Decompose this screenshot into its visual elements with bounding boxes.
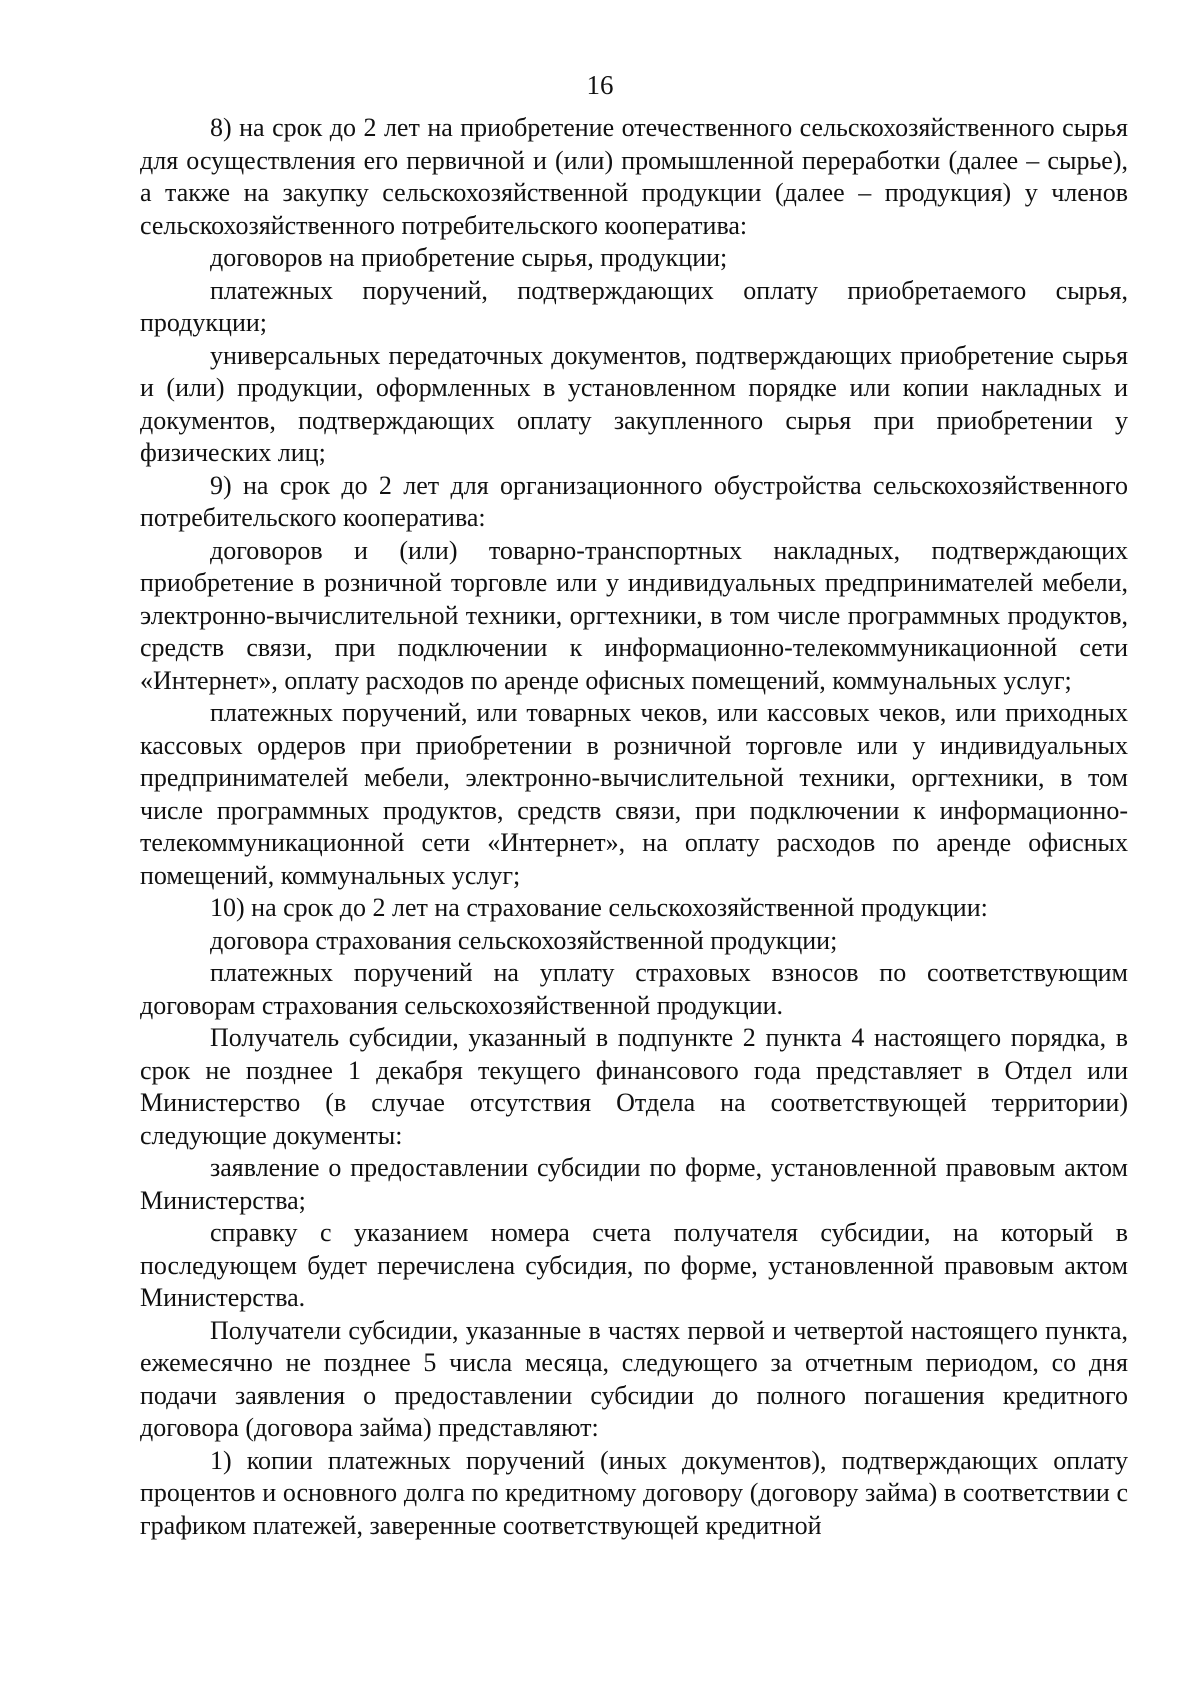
paragraph: платежных поручений, подтверждающих оплату приобретаемого сырья, продукции;	[140, 275, 1128, 337]
paragraph: 8) на срок до 2 лет на приобретение отечественного сельскохозяйственного сырья для осуществления его первичной и (или) промышленной переработки (далее – сырье), а также на закупку сельскохозяйственной продукции (далее – продукция) у членов сельскохозяйственного потребительского кооператива:	[140, 113, 1128, 240]
paragraph: Получатель субсидии, указанный в подпункте 2 пункта 4 настоящего порядка, в срок не позднее 1 декабря текущего финансового года представляет в Отдел или Министерство (в случае отсутствия Отдела на соответствующей территории) следующие документы:	[140, 1023, 1128, 1150]
paragraph: Получатели субсидии, указанные в частях первой и четвертой настоящего пункта, ежемесячно не позднее 5 числа месяца, следующего за отчетным периодом, со дня подачи заявления о предоставлении субсидии до полного погашения кредитного договора (договора займа) представляют:	[140, 1315, 1128, 1442]
paragraph: договоров на приобретение сырья, продукции;	[210, 243, 728, 272]
paragraph: 1) копии платежных поручений (иных документов), подтверждающих оплату процентов и основного долга по кредитному договору (договору займа) в соответствии с графиком платежей, заверенные соответствующей кредитной	[140, 1445, 1128, 1540]
paragraph: 9) на срок до 2 лет для организационного обустройства сельскохозяйственного потребительского кооператива:	[140, 470, 1128, 532]
paragraph: универсальных передаточных документов, подтверждающих приобретение сырья и (или) продукции, оформленных в установленном порядке или копии накладных и документов, подтверждающих оплату закупленного сырья при приобретении у физических лиц;	[140, 340, 1128, 467]
paragraph: справку с указанием номера счета получателя субсидии, на который в последующем будет перечислена субсидия, по форме, установленной правовым актом Министерства.	[140, 1218, 1128, 1312]
paragraph: договора страхования сельскохозяйственной продукции;	[210, 925, 838, 955]
page-number: 16	[586, 70, 614, 100]
document-body	[140, 112, 1128, 1542]
paragraph: 10) на срок до 2 лет на страхование сельскохозяйственной продукции:	[210, 893, 988, 922]
paragraph: платежных поручений, или товарных чеков, или кассовых чеков, или приходных кассовых ордеров при приобретении в розничной торговле или у индивидуальных предпринимателей мебели, электронно-вычислительной техники, оргтехники, в том числе программных продуктов, средств связи, при подключении к информационно-телекоммуникационной сети «Интернет», на оплату расходов по аренде офисных помещений, коммунальных услуг;	[140, 698, 1128, 890]
paragraph: договоров и (или) товарно-транспортных накладных, подтверждающих приобретение в розничной торговле или у индивидуальных предпринимателей мебели, электронно-вычислительной техники, оргтехники, в том числе программных продуктов, средств связи, при подключении к информационно-телекоммуникационной сети «Интернет», оплату расходов по аренде офисных помещений, коммунальных услуг;	[140, 535, 1128, 695]
paragraph: платежных поручений на уплату страховых взносов по соответствующим договорам страхования сельскохозяйственной продукции.	[140, 958, 1128, 1020]
paragraph: заявление о предоставлении субсидии по форме, установленной правовым актом Министерства;	[140, 1153, 1128, 1215]
